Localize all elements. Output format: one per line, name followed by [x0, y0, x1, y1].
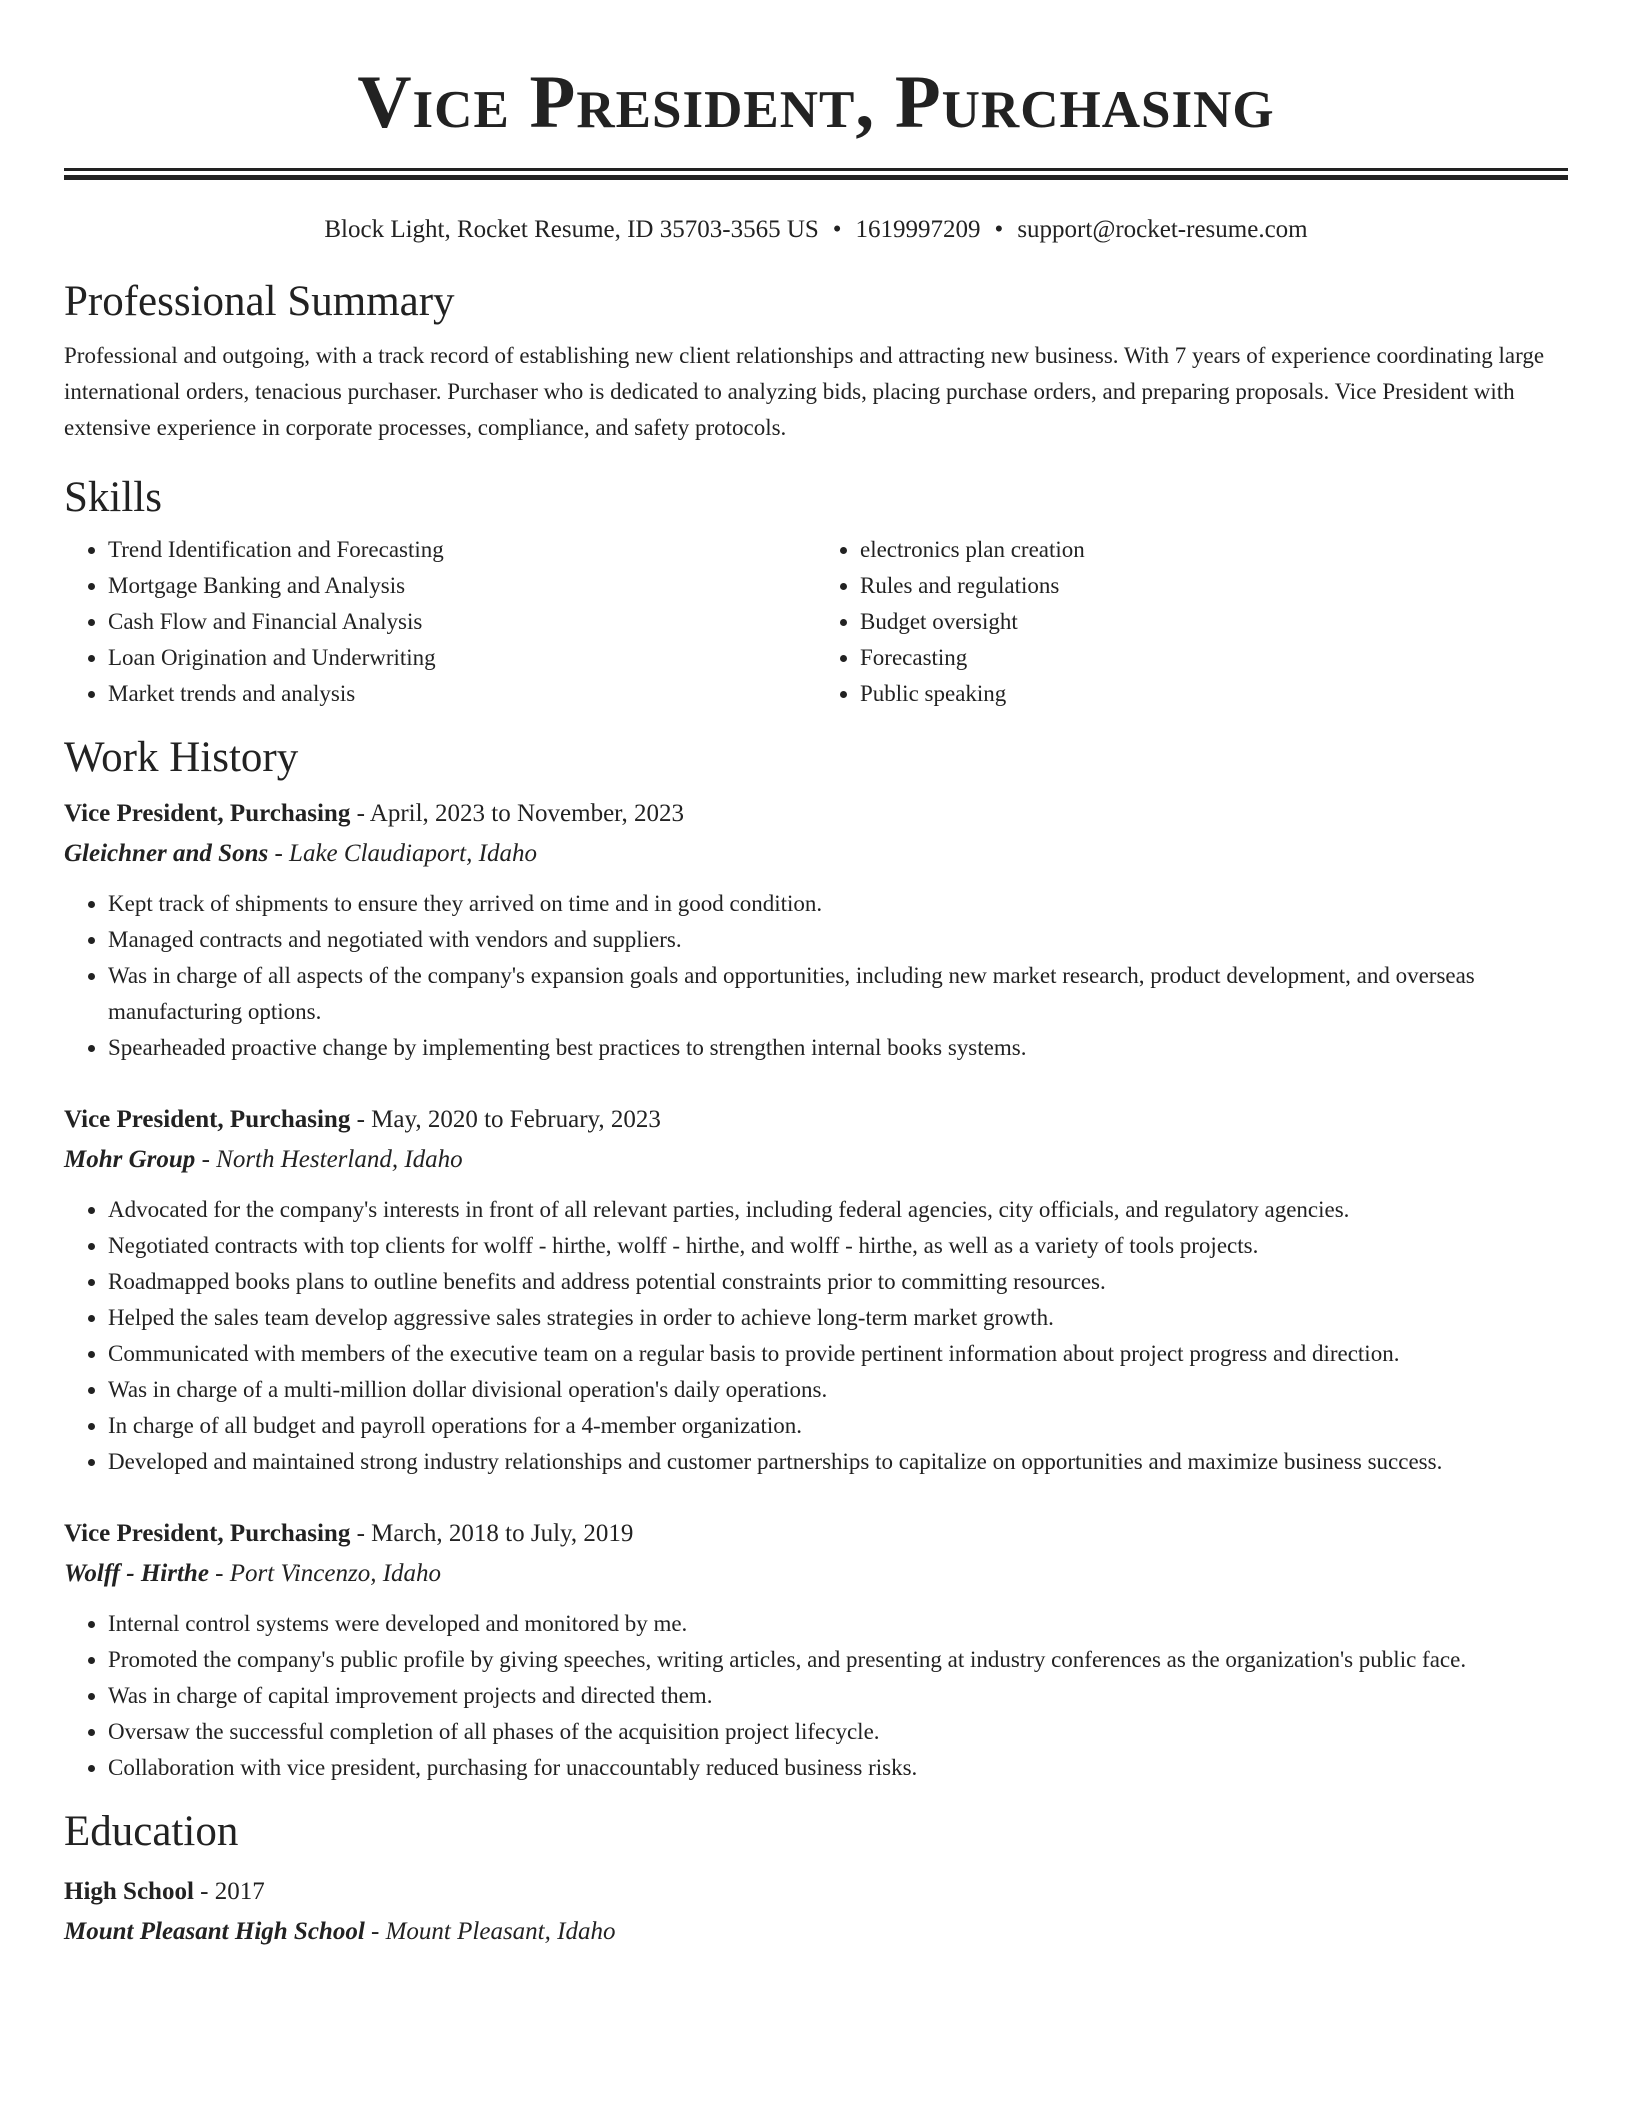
job-bullet: • Was in charge of a multi-million dollar divisional operation's daily operations.: [108, 1372, 1568, 1408]
section-heading-education: Education: [64, 1808, 239, 1855]
job-dates: - May, 2020 to February, 2023: [350, 1106, 661, 1133]
job-bullet: • Spearheaded proactive change by implementing best practices to strengthen internal books systems.: [108, 1030, 1568, 1066]
contact-address: Block Light, Rocket Resume, ID 35703-3565 US: [324, 216, 819, 243]
education-degree: High School: [64, 1878, 194, 1905]
job-entry: [64, 1100, 1568, 1480]
contact-line: [64, 214, 1568, 246]
job-bullets: [64, 1192, 1568, 1480]
contact-separator: •: [994, 216, 1004, 243]
summary-text: Professional and outgoing, with a track record of establishing new client relationships and attracting new business. With 7 years of experience coordinating large international orders, tenacious purchaser. Purchaser who is dedicated to analyzing bids, placing purchase orders, and preparing proposals. Vice President with extensive experience in corporate processes, compliance, and safety protocols.: [64, 343, 1545, 440]
contact-separator: •: [832, 216, 842, 243]
section-heading-skills: Skills: [64, 474, 162, 521]
section-heading-work: Work History: [64, 734, 299, 781]
job-location: - Lake Claudiaport, Idaho: [268, 840, 537, 867]
job-entry: [64, 794, 1568, 1066]
job-location: - North Hesterland, Idaho: [195, 1146, 463, 1173]
job-title-line: [64, 794, 1568, 834]
job-bullet: • Oversaw the successful completion of all phases of the acquisition project lifecycle.: [108, 1714, 1568, 1750]
job-bullet: • Communicated with members of the executive team on a regular basis to provide pertinent information about project progress and direction.: [108, 1336, 1568, 1372]
resume-title: Vice President, Purchasing: [357, 61, 1275, 144]
job-bullet: • Collaboration with vice president, purchasing for unaccountably reduced business risks.: [108, 1750, 1568, 1786]
title-divider: [64, 168, 1568, 180]
job-company-line: [64, 1554, 1568, 1594]
education-school-line: [64, 1912, 1568, 1952]
education-year: - 2017: [193, 1878, 265, 1905]
job-bullet: • Promoted the company's public profile by giving speeches, writing articles, and presenting at industry conferences as the organization's public face.: [108, 1642, 1568, 1678]
job-bullet: • Was in charge of capital improvement projects and directed them.: [108, 1678, 1568, 1714]
job-title-line: [64, 1514, 1568, 1554]
job-company: Wolff - Hirthe: [64, 1560, 209, 1587]
skill-item: • Loan Origination and Underwriting: [108, 640, 816, 676]
job-entry: [64, 1514, 1568, 1786]
work-history-section: [64, 732, 1568, 1786]
skill-item: • electronics plan creation: [860, 532, 1568, 568]
job-bullet: • Negotiated contracts with top clients for wolff - hirthe, wolff - hirthe, and wolff - hirthe, as well as a variety of tools projects.: [108, 1228, 1568, 1264]
skills-list-left: [64, 532, 816, 712]
education-school: Mount Pleasant High School: [64, 1918, 365, 1945]
job-bullet: • Developed and maintained strong industry relationships and customer partnerships to capitalize on opportunities and maximize business success.: [108, 1444, 1568, 1480]
job-role: Vice President, Purchasing: [64, 1520, 351, 1547]
skill-item: • Mortgage Banking and Analysis: [108, 568, 816, 604]
job-company: Gleichner and Sons: [64, 840, 269, 867]
skills-list-right: [816, 532, 1568, 712]
job-dates: - March, 2018 to July, 2019: [350, 1520, 634, 1547]
education-location: - Mount Pleasant, Idaho: [364, 1918, 616, 1945]
job-bullet: • Roadmapped books plans to outline benefits and address potential constraints prior to committing resources.: [108, 1264, 1568, 1300]
skill-item: • Cash Flow and Financial Analysis: [108, 604, 816, 640]
job-location: - Port Vincenzo, Idaho: [208, 1560, 442, 1587]
job-bullet: • Kept track of shipments to ensure they arrived on time and in good condition.: [108, 886, 1568, 922]
skill-item: • Market trends and analysis: [108, 676, 816, 712]
job-bullet: • Helped the sales team develop aggressive sales strategies in order to achieve long-term market growth.: [108, 1300, 1568, 1336]
skill-item: • Forecasting: [860, 640, 1568, 676]
education-entry: [64, 1872, 1568, 1952]
section-heading-summary: Professional Summary: [64, 278, 455, 325]
job-title-line: [64, 1100, 1568, 1140]
job-company: Mohr Group: [64, 1146, 196, 1173]
skills-section: [64, 472, 1568, 712]
job-company-line: [64, 1140, 1568, 1180]
job-company-line: [64, 834, 1568, 874]
job-bullet: • Managed contracts and negotiated with vendors and suppliers.: [108, 922, 1568, 958]
job-role: Vice President, Purchasing: [64, 800, 351, 827]
contact-email: support@rocket-resume.com: [1017, 216, 1308, 243]
skill-item: • Rules and regulations: [860, 568, 1568, 604]
education-section: [64, 1806, 1568, 1952]
job-bullets: [64, 886, 1568, 1066]
skill-item: • Budget oversight: [860, 604, 1568, 640]
job-role: Vice President, Purchasing: [64, 1106, 351, 1133]
professional-summary-section: [64, 276, 1568, 446]
skill-item: • Public speaking: [860, 676, 1568, 712]
skills-columns: [64, 532, 1568, 712]
contact-phone: 1619997209: [855, 216, 981, 243]
job-bullet: • Advocated for the company's interests in front of all relevant parties, including federal agencies, city officials, and regulatory agencies.: [108, 1192, 1568, 1228]
job-bullets: [64, 1606, 1568, 1786]
skill-item: • Trend Identification and Forecasting: [108, 532, 816, 568]
job-bullet: • Was in charge of all aspects of the company's expansion goals and opportunities, including new market research, product development, and overseas manufacturing options.: [108, 958, 1568, 1030]
job-dates: - April, 2023 to November, 2023: [350, 800, 685, 827]
job-bullet: • In charge of all budget and payroll operations for a 4-member organization.: [108, 1408, 1568, 1444]
education-degree-line: [64, 1872, 1568, 1912]
job-bullet: • Internal control systems were developed and monitored by me.: [108, 1606, 1568, 1642]
